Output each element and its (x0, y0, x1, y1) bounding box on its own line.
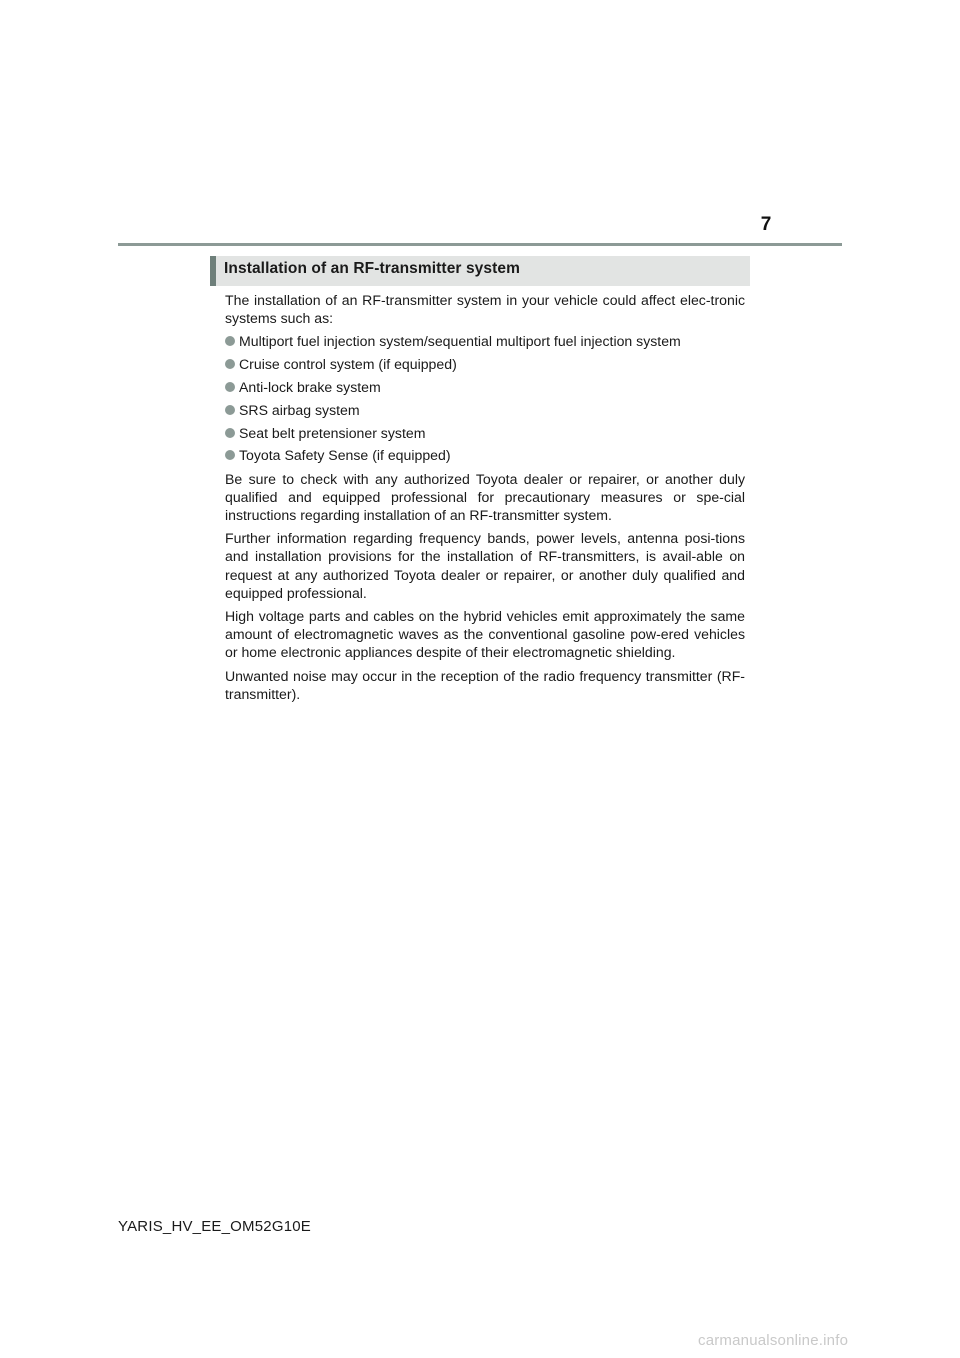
frequency-info-paragraph: Further information regarding frequency bands, power levels, antenna posi-tions and installation provisions for the installation of RF-transmitters, is avail-able on request at any authorized Toyota dealer or repairer, or another duly qualified and equipped professional. (225, 530, 745, 601)
bullet-dot-icon (225, 428, 235, 438)
list-item (225, 332, 745, 350)
list-item-text: Multiport fuel injection system/sequential multiport fuel injection system (239, 333, 681, 350)
dealer-check-paragraph: Be sure to check with any authorized Toyota dealer or repairer, or another duly qualified and equipped professional for precautionary measures or spe-cial instructions regarding installation of an RF-transmitter system. (225, 470, 745, 523)
list-item-text: Anti-lock brake system (239, 379, 381, 395)
electromagnetic-waves-paragraph: High voltage parts and cables on the hybrid vehicles emit approximately the same amount of electromagnetic waves as the conventional gasoline pow-ered vehicles or home electronic appliances despite of their electromagnetic shielding. (225, 608, 745, 661)
bullet-dot-icon (225, 405, 235, 415)
bullet-dot-icon (225, 336, 235, 346)
list-item-text: Cruise control system (if equipped) (239, 356, 457, 373)
list-item (225, 355, 745, 373)
list-item (225, 401, 745, 419)
list-item (225, 424, 745, 442)
section-title: Installation of an RF-transmitter system (224, 260, 520, 277)
list-item-text: Seat belt pretensioner system (239, 424, 426, 441)
section-body (225, 291, 745, 708)
intro-paragraph: The installation of an RF-transmitter system in your vehicle could affect elec-tronic systems such as: (225, 292, 745, 327)
bullet-dot-icon (225, 382, 235, 392)
bullet-dot-icon (225, 359, 235, 369)
top-rule (118, 243, 842, 246)
watermark: carmanualsonline.info (698, 1332, 849, 1349)
list-item (225, 378, 745, 396)
list-item-text: Toyota Safety Sense (if equipped) (239, 447, 451, 464)
manual-code: YARIS_HV_EE_OM52G10E (118, 1218, 311, 1235)
list-item-text: SRS airbag system (239, 401, 360, 418)
noise-paragraph: Unwanted noise may occur in the reception of the radio frequency transmitter (RF-transmitter). (225, 667, 745, 702)
list-item (225, 446, 745, 464)
bullet-list (225, 332, 745, 464)
bullet-dot-icon (225, 450, 235, 460)
page-number: 7 (760, 214, 772, 235)
section-header (210, 256, 750, 286)
